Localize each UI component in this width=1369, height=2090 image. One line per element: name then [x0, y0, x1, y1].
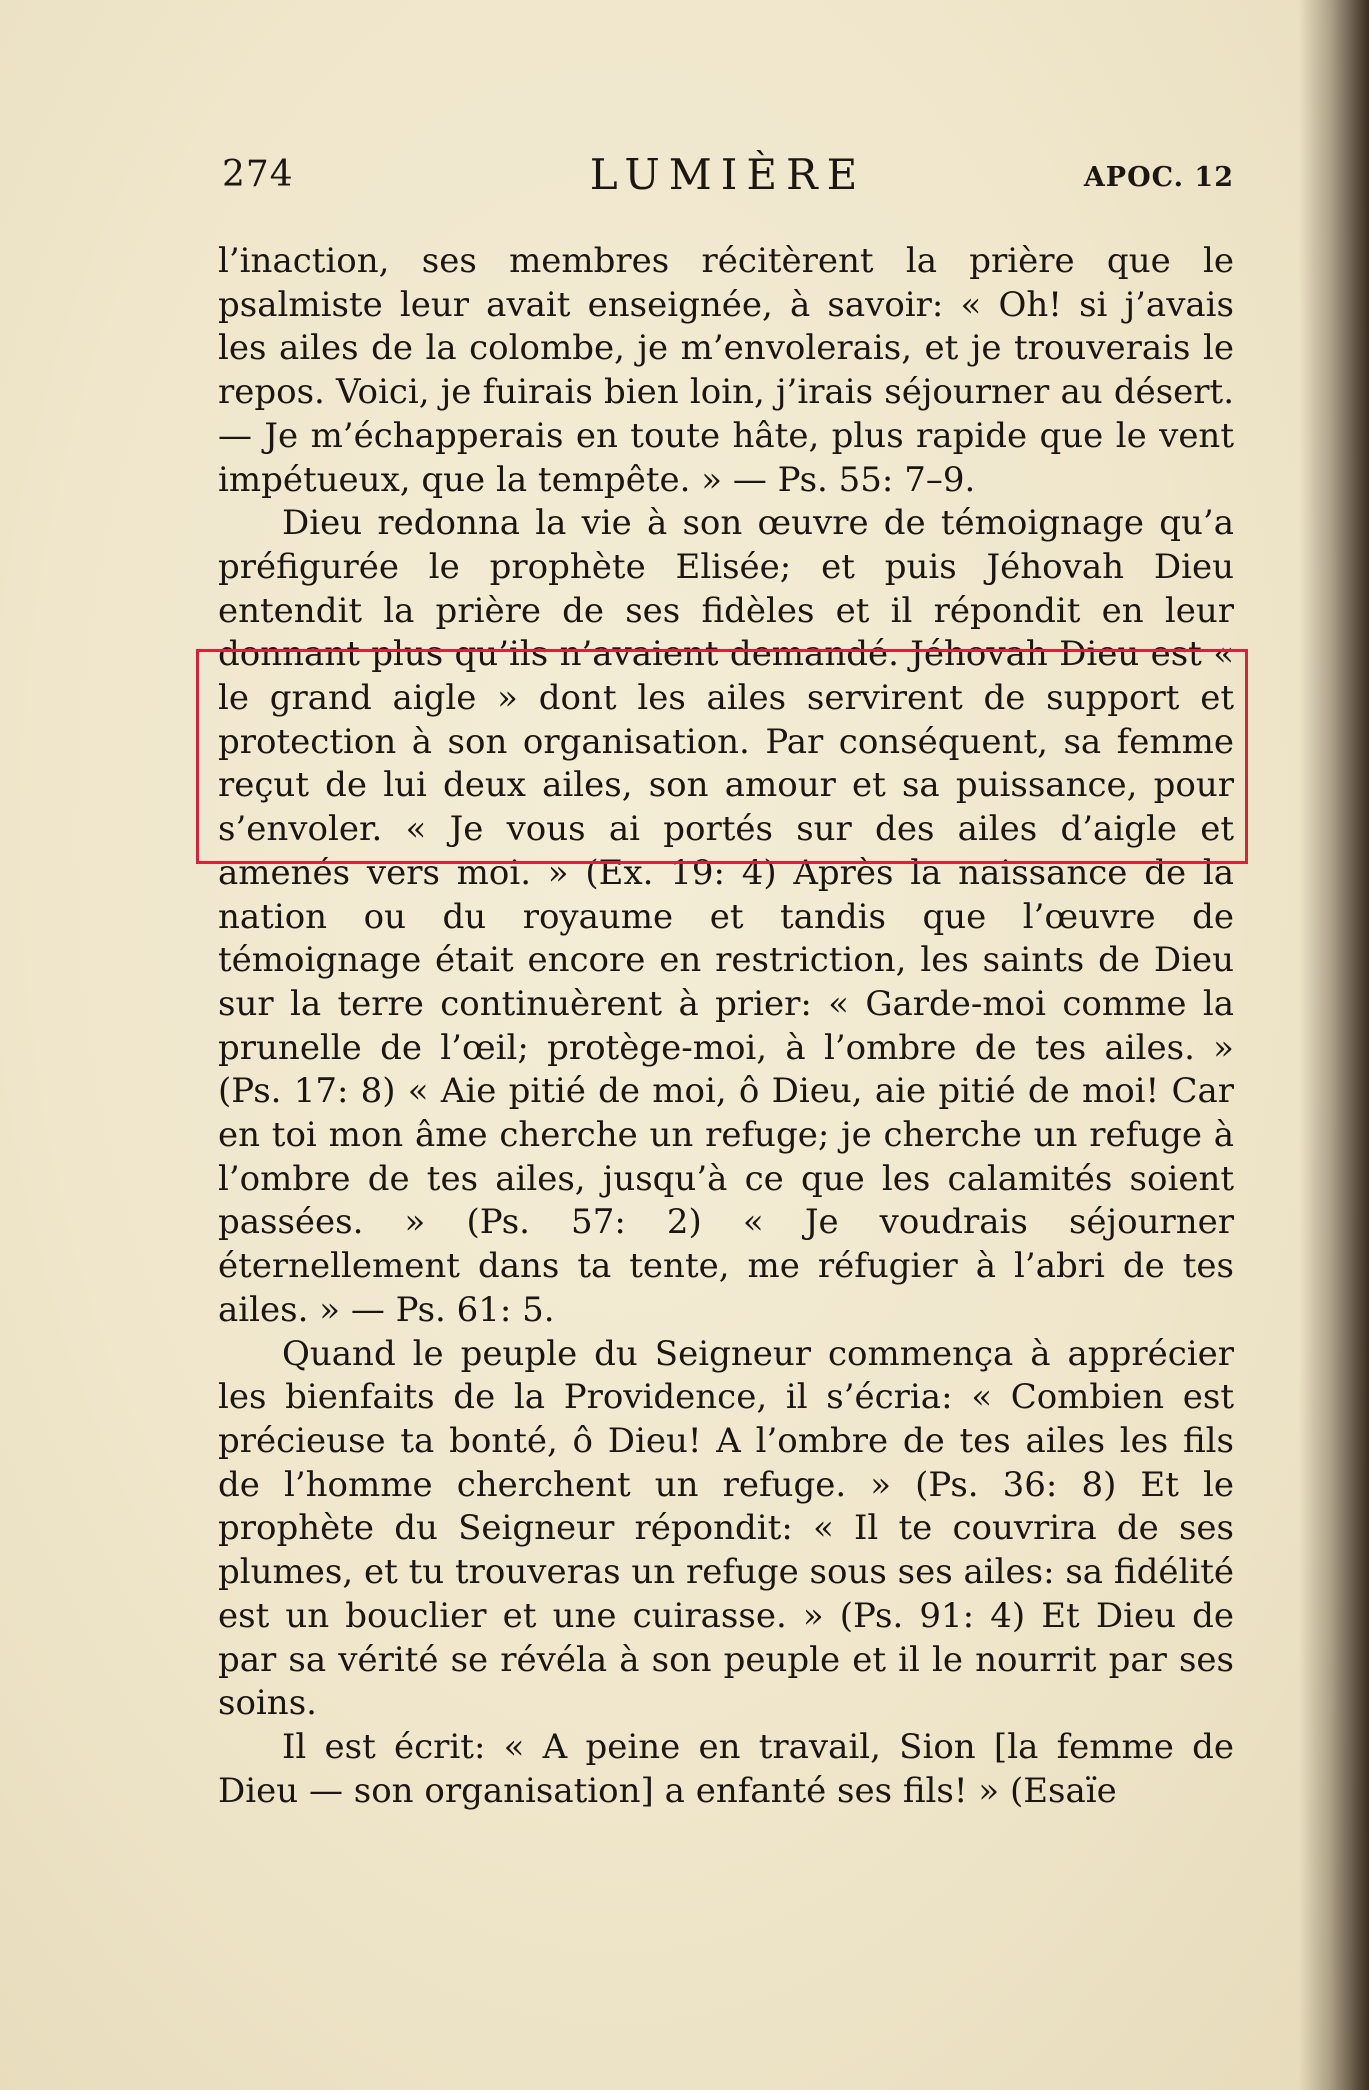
paragraph-1: l’inaction, ses membres récitèrent la prière que le psalmiste leur avait enseignée, à savoir: « Oh! si j’avais les ailes de la colombe, je m’envolerais, et je trouverais le repos. Voici, je fuirais bien loin, j’irais séjourner au désert. — Je m’échapperais en toute hâte, plus rapide que le vent impétueux, que la tempête. » — Ps. 55: 7–9.: [218, 241, 1234, 500]
paragraph-3: Quand le peuple du Seigneur commença à apprécier les bienfaits de la Providence, il s’écria: « Combien est précieuse ta bonté, ô Dieu! A l’ombre de tes ailes les fils de l’homme cherchent un refuge. » (Ps. 36: 8) Et le prophète du Seigneur répondit: « Il te couvrira de ses plumes, et tu trouveras un refuge sous ses ailes: sa fidélité est un bouclier et une cuirasse. » (Ps. 91: 4) Et Dieu de par sa vérité se révéla à son peuple et il le nourrit par ses soins.: [218, 1333, 1234, 1724]
paragraph-4: Il est écrit: « A peine en travail, Sion [la femme de Dieu — son organisation] a enfanté ses fils! » (Esaïe: [218, 1726, 1234, 1811]
running-title: LUMIÈRE: [589, 150, 867, 199]
section-reference: APOC. 12: [1083, 162, 1234, 193]
page-header: [222, 150, 1234, 210]
body-text: [218, 240, 1234, 1813]
page-number: 274: [222, 154, 294, 195]
paragraph-2: Dieu redonna la vie à son œuvre de témoignage qu’a préfigurée le prophète Elisée; et puis Jéhovah Dieu entendit la prière de ses fidèles et il répondit en leur donnant plus qu’ils n’avaient demandé. Jéhovah Dieu est « le grand aigle » dont les ailes servirent de support et protection à son organisation. Par conséquent, sa femme reçut de lui deux ailes, son amour et sa puissance, pour s’envoler. « Je vous ai portés sur des ailes d’aigle et amenés vers moi. » (Ex. 19: 4) Après la naissance de la nation ou du royaume et tandis que l’œuvre de témoignage était encore en restriction, les saints de Dieu sur la terre continuèrent à prier: « Garde-moi comme la prunelle de l’œil; protège-moi, à l’ombre de tes ailes. » (Ps. 17: 8) « Aie pitié de moi, ô Dieu, aie pitié de moi! Car en toi mon âme cherche un refuge; je cherche un refuge à l’ombre de tes ailes, jusqu’à ce que les calamités soient passées. » (Ps. 57: 2) « Je voudrais séjourner éternellement dans ta tente, me réfugier à l’abri de tes ailes. » — Ps. 61: 5.: [218, 503, 1234, 1330]
page-edge-shadow: [1299, 0, 1369, 2090]
